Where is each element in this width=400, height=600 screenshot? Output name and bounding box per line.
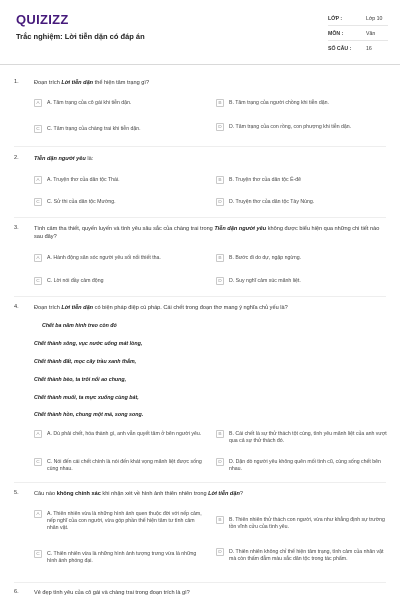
question-number: 2. bbox=[14, 155, 19, 161]
option-letter-box: B bbox=[216, 430, 224, 438]
option-text: C. Thiên nhiên vừa là những hình ảnh tượng trưng vừa là những hình ảnh phóng đại. bbox=[47, 551, 197, 564]
question-divider bbox=[14, 146, 386, 147]
question-text: Đoạn trích Lời tiễn dặn thể hiện tâm trạng gì? bbox=[34, 80, 150, 86]
option-letter-box: C bbox=[34, 125, 42, 133]
option-text: C. Nói đến cái chết chính là nói đến khát vọng mãnh liệt được sống cùng nhau. bbox=[47, 459, 202, 472]
poem-line: Chết ba năm hình treo còn đó bbox=[42, 323, 117, 329]
option-letter-box: B bbox=[216, 99, 224, 107]
option-letter-box: D bbox=[216, 548, 224, 556]
meta-divider bbox=[328, 40, 388, 41]
option-text: A. Dù phải chết, hóa thành gì, anh vẫn quyết tâm ở bên người yêu. bbox=[47, 431, 202, 437]
option-text: B. Tâm trạng của người chồng khi tiễn dặn. bbox=[229, 100, 329, 106]
option-letter-box: B bbox=[216, 176, 224, 184]
quizizz-logo[interactable]: QUIZIZZ bbox=[16, 12, 69, 27]
option-text: B. Cái chết là sự thử thách tột cùng, tình yêu mãnh liệt của anh vượt qua cả sự thử thách đó. bbox=[229, 431, 387, 444]
option-letter-box: D bbox=[216, 198, 224, 206]
poem-line: Chết thành bèo, ta trôi nổi ao chung, bbox=[34, 377, 127, 383]
question-number: 6. bbox=[14, 589, 19, 595]
question-text: Đoạn trích Lời tiễn dặn có biện pháp điệp cú pháp. Cái chết trong đoạn thơ mang ý nghĩa chủ yếu là? bbox=[34, 305, 288, 311]
option-text: A. Hành động săn sóc người yêu sối nối thiết tha. bbox=[47, 255, 161, 261]
option-text: C. Sử thi của dân tộc Mường. bbox=[47, 199, 116, 205]
option-letter-box: C bbox=[34, 458, 42, 466]
option-letter-box: B bbox=[216, 516, 224, 524]
option-letter-box: B bbox=[216, 254, 224, 262]
meta-divider bbox=[328, 25, 388, 26]
option-letter-box: A bbox=[34, 99, 42, 107]
option-letter-box: D bbox=[216, 277, 224, 285]
option-letter-box: A bbox=[34, 510, 42, 518]
option-text: D. Thiên nhiên không chỉ thể hiện tâm trạng, tình cảm của nhân vật mà còn thấm đẫm màu sắc dân tộc trong tác phẩm. bbox=[229, 549, 384, 562]
option-letter-box: D bbox=[216, 458, 224, 466]
meta-count-key: SỐ CÂU : bbox=[328, 46, 352, 52]
poem-line: Chết thành muối, ta mực xuống cùng bát, bbox=[34, 395, 139, 401]
page-title: Trắc nghiệm: Lời tiễn dặn có đáp án bbox=[16, 32, 145, 41]
option-letter-box: A bbox=[34, 430, 42, 438]
option-text: A. Thiên nhiên vừa là những hình ảnh quen thuộc đời với nếp cảm, nếp nghĩ của con người, vừa góp phần thể hiện tâm tư tình cảm nhân vật. bbox=[47, 511, 202, 531]
option-letter-box: A bbox=[34, 254, 42, 262]
question-number: 1. bbox=[14, 79, 19, 85]
option-text: B. Thiên nhiên thử thách con người, vừa như khẳng định sự trường tồn vĩnh cửu của tình yêu. bbox=[229, 517, 385, 530]
question-number: 3. bbox=[14, 225, 19, 231]
option-text: A. Truyện thơ của dân tộc Thái. bbox=[47, 177, 120, 183]
option-text: D. Tâm trạng của con rồng, con phượng khi tiễn dặn. bbox=[229, 124, 352, 130]
option-letter-box: C bbox=[34, 198, 42, 206]
question-number: 4. bbox=[14, 304, 19, 310]
option-letter-box: C bbox=[34, 277, 42, 285]
option-text: D. Dặn dò người yêu không quên mối tình cũ, cùng sống chết bên nhau. bbox=[229, 459, 381, 472]
question-divider bbox=[14, 296, 386, 297]
option-letter-box: C bbox=[34, 550, 42, 558]
question-text: Tình cảm tha thiết, quyến luyến và tình yêu sâu sắc của chàng trai trong Tiễn dặn người yêu không được biểu hiện qua những chi tiết nào sau đây? bbox=[34, 226, 380, 240]
meta-class-value: Lớp 10 bbox=[366, 16, 383, 22]
question-divider bbox=[14, 482, 386, 483]
option-text: A. Tâm trạng của cô gái khi tiễn dặn. bbox=[47, 100, 132, 106]
meta-subject-key: MÔN : bbox=[328, 31, 344, 37]
poem-line: Chết thành đất, mọc cây trầu xanh thắm, bbox=[34, 359, 137, 365]
option-text: C. Tâm trạng của chàng trai khi tiễn dặn. bbox=[47, 126, 141, 132]
option-letter-box: A bbox=[34, 176, 42, 184]
option-text: B. Truyện thơ của dân tộc Ê-đê bbox=[229, 177, 302, 183]
poem-line: Chết thành sông, vục nước uống mát lòng, bbox=[34, 341, 143, 347]
poem-line: Chết thành hồn, chung một mả, song song. bbox=[34, 412, 144, 418]
question-number: 5. bbox=[14, 490, 19, 496]
worksheet-header bbox=[0, 0, 400, 65]
question-text: Câu nào không chính xác khi nhận xét về hình ảnh thiên nhiên trong Lời tiễn dặn? bbox=[34, 491, 243, 497]
option-text: D. Truyện thơ của dân tộc Tày Nùng. bbox=[229, 199, 315, 205]
option-text: C. Lời nói đầy cảm động bbox=[47, 278, 104, 284]
option-letter-box: D bbox=[216, 123, 224, 131]
question-divider bbox=[14, 217, 386, 218]
meta-class-key: LỚP : bbox=[328, 16, 343, 22]
option-text: B. Bước đi do dự, ngập ngừng. bbox=[229, 255, 302, 261]
question-text: Tiễn dặn người yêu là: bbox=[34, 156, 94, 162]
meta-count-value: 16 bbox=[366, 46, 372, 52]
question-divider bbox=[14, 582, 386, 583]
question-text: Vẻ đẹp tình yêu của cô gái và chàng trai trong đoạn trích là gì? bbox=[34, 590, 190, 596]
option-text: D. Suy nghĩ cảm xúc mãnh liệt. bbox=[229, 278, 301, 284]
meta-subject-value: Văn bbox=[366, 31, 376, 37]
